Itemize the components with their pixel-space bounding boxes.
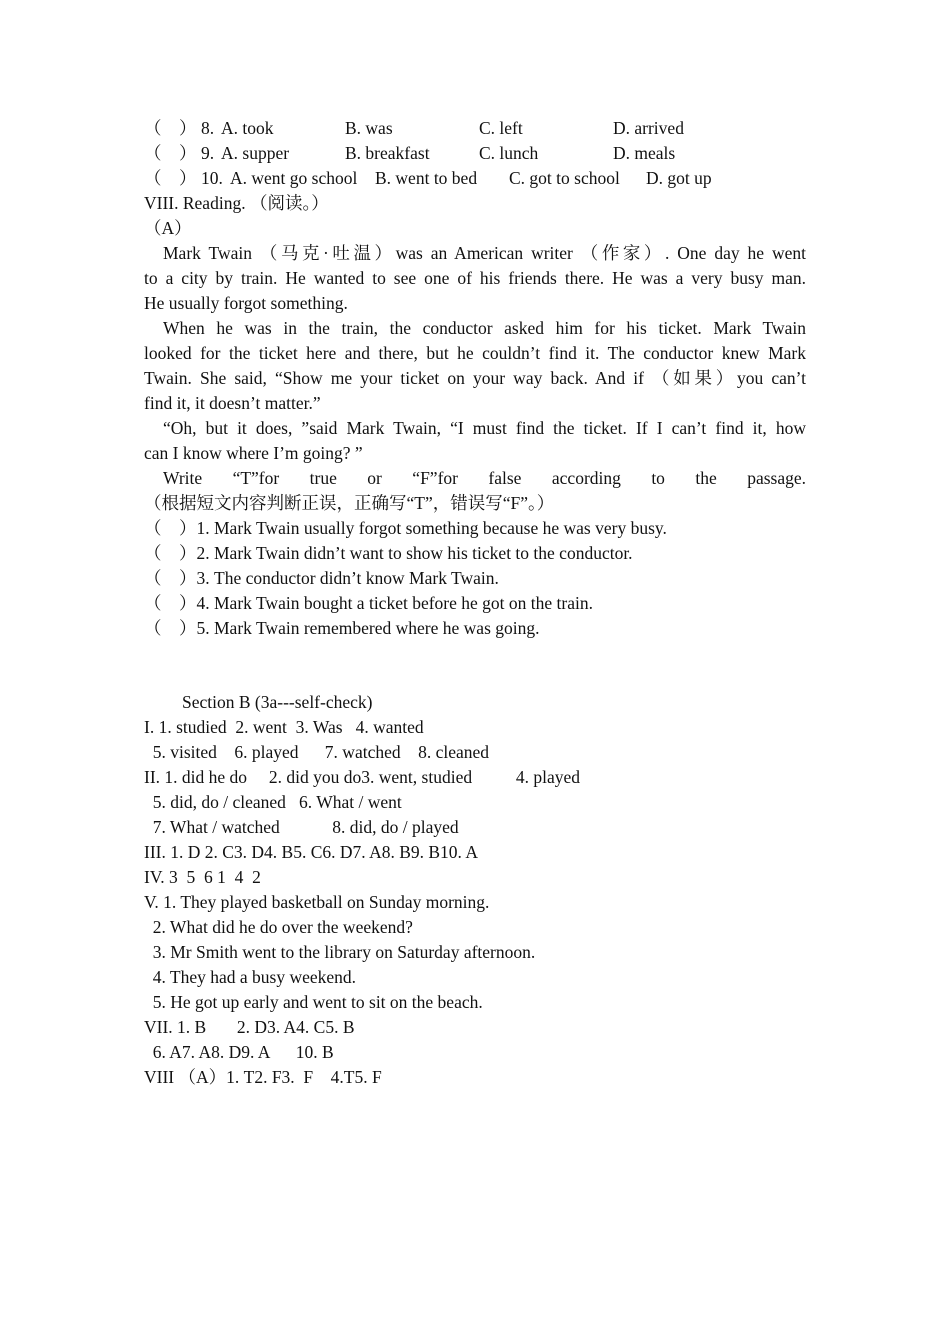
answer-line: IV. 3 5 6 1 4 2: [144, 867, 261, 887]
option-b: B. went to bed: [375, 168, 478, 188]
option-d: D. got up: [646, 168, 712, 188]
option-a: A. supper: [221, 143, 290, 163]
true-false-item: （ ）4. Mark Twain bought a ticket before he got on the train.: [144, 593, 593, 613]
answer-line: VIII （A）1. T2. F3. F 4.T5. F: [144, 1067, 382, 1087]
paragraph-line: to a city by train. He wanted to see one of his friends there. He was a very busy man.: [144, 268, 806, 288]
question-number: 8.: [201, 118, 215, 138]
answer-line: V. 1. They played basketball on Sunday morning.: [144, 892, 490, 912]
paragraph-line: Mark Twain （马克·吐温）was an American writer （作家）. One day he went: [163, 243, 806, 263]
answer-line: I. 1. studied 2. went 3. Was 4. wanted: [144, 717, 424, 737]
answer-parens: （ ）: [144, 168, 197, 188]
answer-line: VII. 1. B 2. D3. A4. C5. B: [144, 1017, 355, 1037]
true-false-item: （ ）3. The conductor didn’t know Mark Twain.: [144, 568, 499, 588]
true-false-item: （ ）2. Mark Twain didn’t want to show his ticket to the conductor.: [144, 543, 633, 563]
answer-line: III. 1. D 2. C3. D4. B5. C6. D7. A8. B9. B10. A: [144, 842, 478, 862]
true-false-item: （ ）5. Mark Twain remembered where he was going.: [144, 618, 540, 638]
question-number: 9.: [201, 143, 215, 163]
answer-line: 7. What / watched 8. did, do / played: [144, 817, 459, 837]
answer-parens: （ ）: [144, 143, 197, 163]
answer-line: 3. Mr Smith went to the library on Saturday afternoon.: [144, 942, 536, 962]
option-a: A. went go school: [230, 168, 358, 188]
answer-key-title: Section B (3a---self-check): [182, 692, 373, 712]
answer-line: 4. They had a busy weekend.: [144, 967, 357, 987]
paragraph-line: looked for the ticket here and there, but he couldn’t find it. The conductor knew Mark: [144, 343, 806, 363]
instruction-line: Write “T”for true or “F”for false according to the passage.: [163, 468, 806, 488]
option-c: C. got to school: [509, 168, 620, 188]
option-c: C. left: [479, 118, 523, 138]
answer-line: II. 1. did he do 2. did you do3. went, studied 4. played: [144, 767, 580, 787]
option-c: C. lunch: [479, 143, 539, 163]
option-b: B. was: [345, 118, 393, 138]
option-a: A. took: [221, 118, 274, 138]
reading-heading: VIII. Reading. （阅读。）: [144, 193, 329, 213]
reading-part-label: （A）: [144, 218, 192, 238]
true-false-item: （ ）1. Mark Twain usually forgot something because he was very busy.: [144, 518, 667, 538]
paragraph-line: Twain. She said, “Show me your ticket on your way back. And if （如果）you can’t: [144, 368, 806, 388]
instruction-line: （根据短文内容判断正误，正确写“T”，错误写“F”。）: [144, 493, 555, 513]
answer-parens: （ ）: [144, 118, 197, 138]
paragraph-line: can I know where I’m going? ”: [144, 443, 363, 463]
answer-line: 5. He got up early and went to sit on the beach.: [144, 992, 483, 1012]
paragraph-line: “Oh, but it does, ”said Mark Twain, “I must find the ticket. If I can’t find it, how: [163, 418, 806, 438]
paragraph-line: He usually forgot something.: [144, 293, 348, 313]
option-d: D. arrived: [613, 118, 684, 138]
answer-line: 6. A7. A8. D9. A 10. B: [144, 1042, 334, 1062]
question-number: 10.: [201, 168, 223, 188]
answer-line: 5. visited 6. played 7. watched 8. cleaned: [144, 742, 490, 762]
paragraph-line: When he was in the train, the conductor asked him for his ticket. Mark Twain: [163, 318, 806, 338]
option-b: B. breakfast: [345, 143, 430, 163]
answer-line: 5. did, do / cleaned 6. What / went: [144, 792, 402, 812]
option-d: D. meals: [613, 143, 676, 163]
answer-line: 2. What did he do over the weekend?: [144, 917, 413, 937]
paragraph-line: find it, it doesn’t matter.”: [144, 393, 321, 413]
